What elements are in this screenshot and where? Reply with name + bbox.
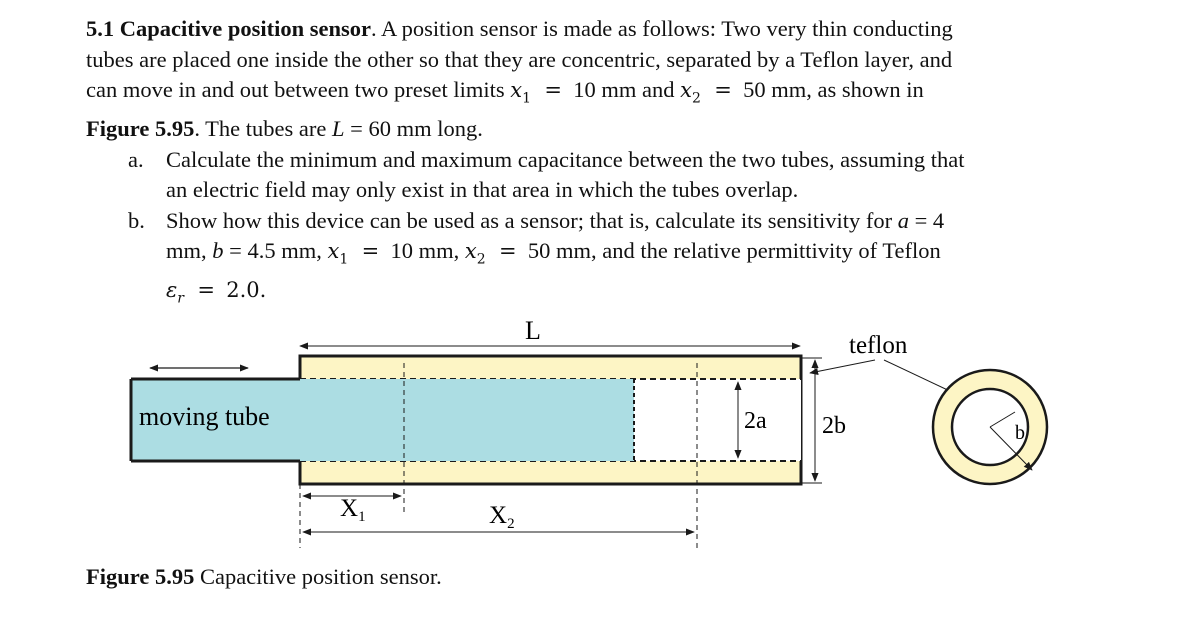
- x2-symbol: x: [680, 78, 692, 102]
- part-b-text-2b: = 4.5 mm,: [223, 238, 328, 263]
- x2-subscript: 2: [691, 90, 701, 107]
- x1-value: 10 mm and: [573, 77, 681, 102]
- part-b-text-2a: mm,: [166, 238, 213, 263]
- figure-caption: [86, 564, 442, 590]
- equals-sign: =: [361, 239, 380, 263]
- part-a-label: a.: [128, 146, 144, 172]
- label-moving-tube: moving tube: [139, 402, 270, 431]
- equals-sign: =: [498, 239, 517, 263]
- part-b-text-1: Show how this device can be used as a sensor; that is, calculate its sensitivity for: [166, 207, 898, 233]
- x2-subscript: 2: [476, 251, 486, 268]
- a-symbol: a: [897, 207, 909, 233]
- figure-reference: Figure 5.95: [86, 116, 195, 141]
- label-2a: 2a: [744, 408, 767, 434]
- equals-sign: =: [197, 278, 215, 302]
- a-value: = 4: [908, 207, 945, 233]
- length-value: = 60 mm long.: [344, 116, 483, 141]
- epsilon-symbol: ε: [166, 278, 178, 302]
- x1-subscript: 1: [339, 251, 349, 268]
- teflon-leader-2: [884, 360, 954, 393]
- x2-symbol: x: [464, 239, 477, 263]
- x1-symbol: x: [327, 239, 340, 263]
- label-b: b: [1015, 422, 1025, 444]
- label-2b: 2b: [822, 413, 846, 439]
- intro-text-1: . A position sensor is made as follows: Two very thin conducting: [371, 16, 953, 41]
- problem-title: 5.1 Capacitive position sensor: [86, 16, 372, 41]
- x1-symbol: x: [510, 78, 523, 102]
- part-a-text-1: Calculate the minimum and maximum capacitance between the two tubes, assuming that: [166, 146, 965, 172]
- epsilon-value: 2.0.: [226, 278, 267, 302]
- intro-text-3: can move in and out between two preset limits: [86, 77, 511, 102]
- part-a-text-2: an electric field may only exist in that area in which the tubes overlap.: [166, 177, 799, 202]
- label-x2: $X_2$: [489, 502, 515, 532]
- part-b-label: b.: [128, 207, 145, 233]
- caption-text: Capacitive position sensor.: [194, 564, 442, 589]
- equals-sign: =: [544, 78, 563, 102]
- length-symbol: L: [332, 116, 345, 141]
- label-L: L: [525, 316, 541, 345]
- intro-text-2: tubes are placed one inside the other so that they are concentric, separated by a Teflon layer, and: [86, 46, 953, 72]
- b-x2-value: 50 mm, and the relative permittivity of Teflon: [527, 238, 941, 263]
- intro-text-4: . The tubes are: [194, 116, 332, 141]
- b-x1-value: 10 mm,: [390, 238, 465, 263]
- epsilon-subscript: r: [177, 290, 184, 307]
- x1-subscript: 1: [522, 90, 532, 107]
- label-x1: $X_1$: [340, 495, 366, 525]
- x2-value: 50 mm, as shown in: [743, 77, 924, 102]
- caption-label: Figure 5.95: [86, 564, 195, 589]
- b-symbol: b: [212, 238, 224, 263]
- equals-sign: =: [714, 78, 732, 102]
- label-teflon: teflon: [849, 332, 908, 359]
- teflon-leader-1: [810, 360, 875, 373]
